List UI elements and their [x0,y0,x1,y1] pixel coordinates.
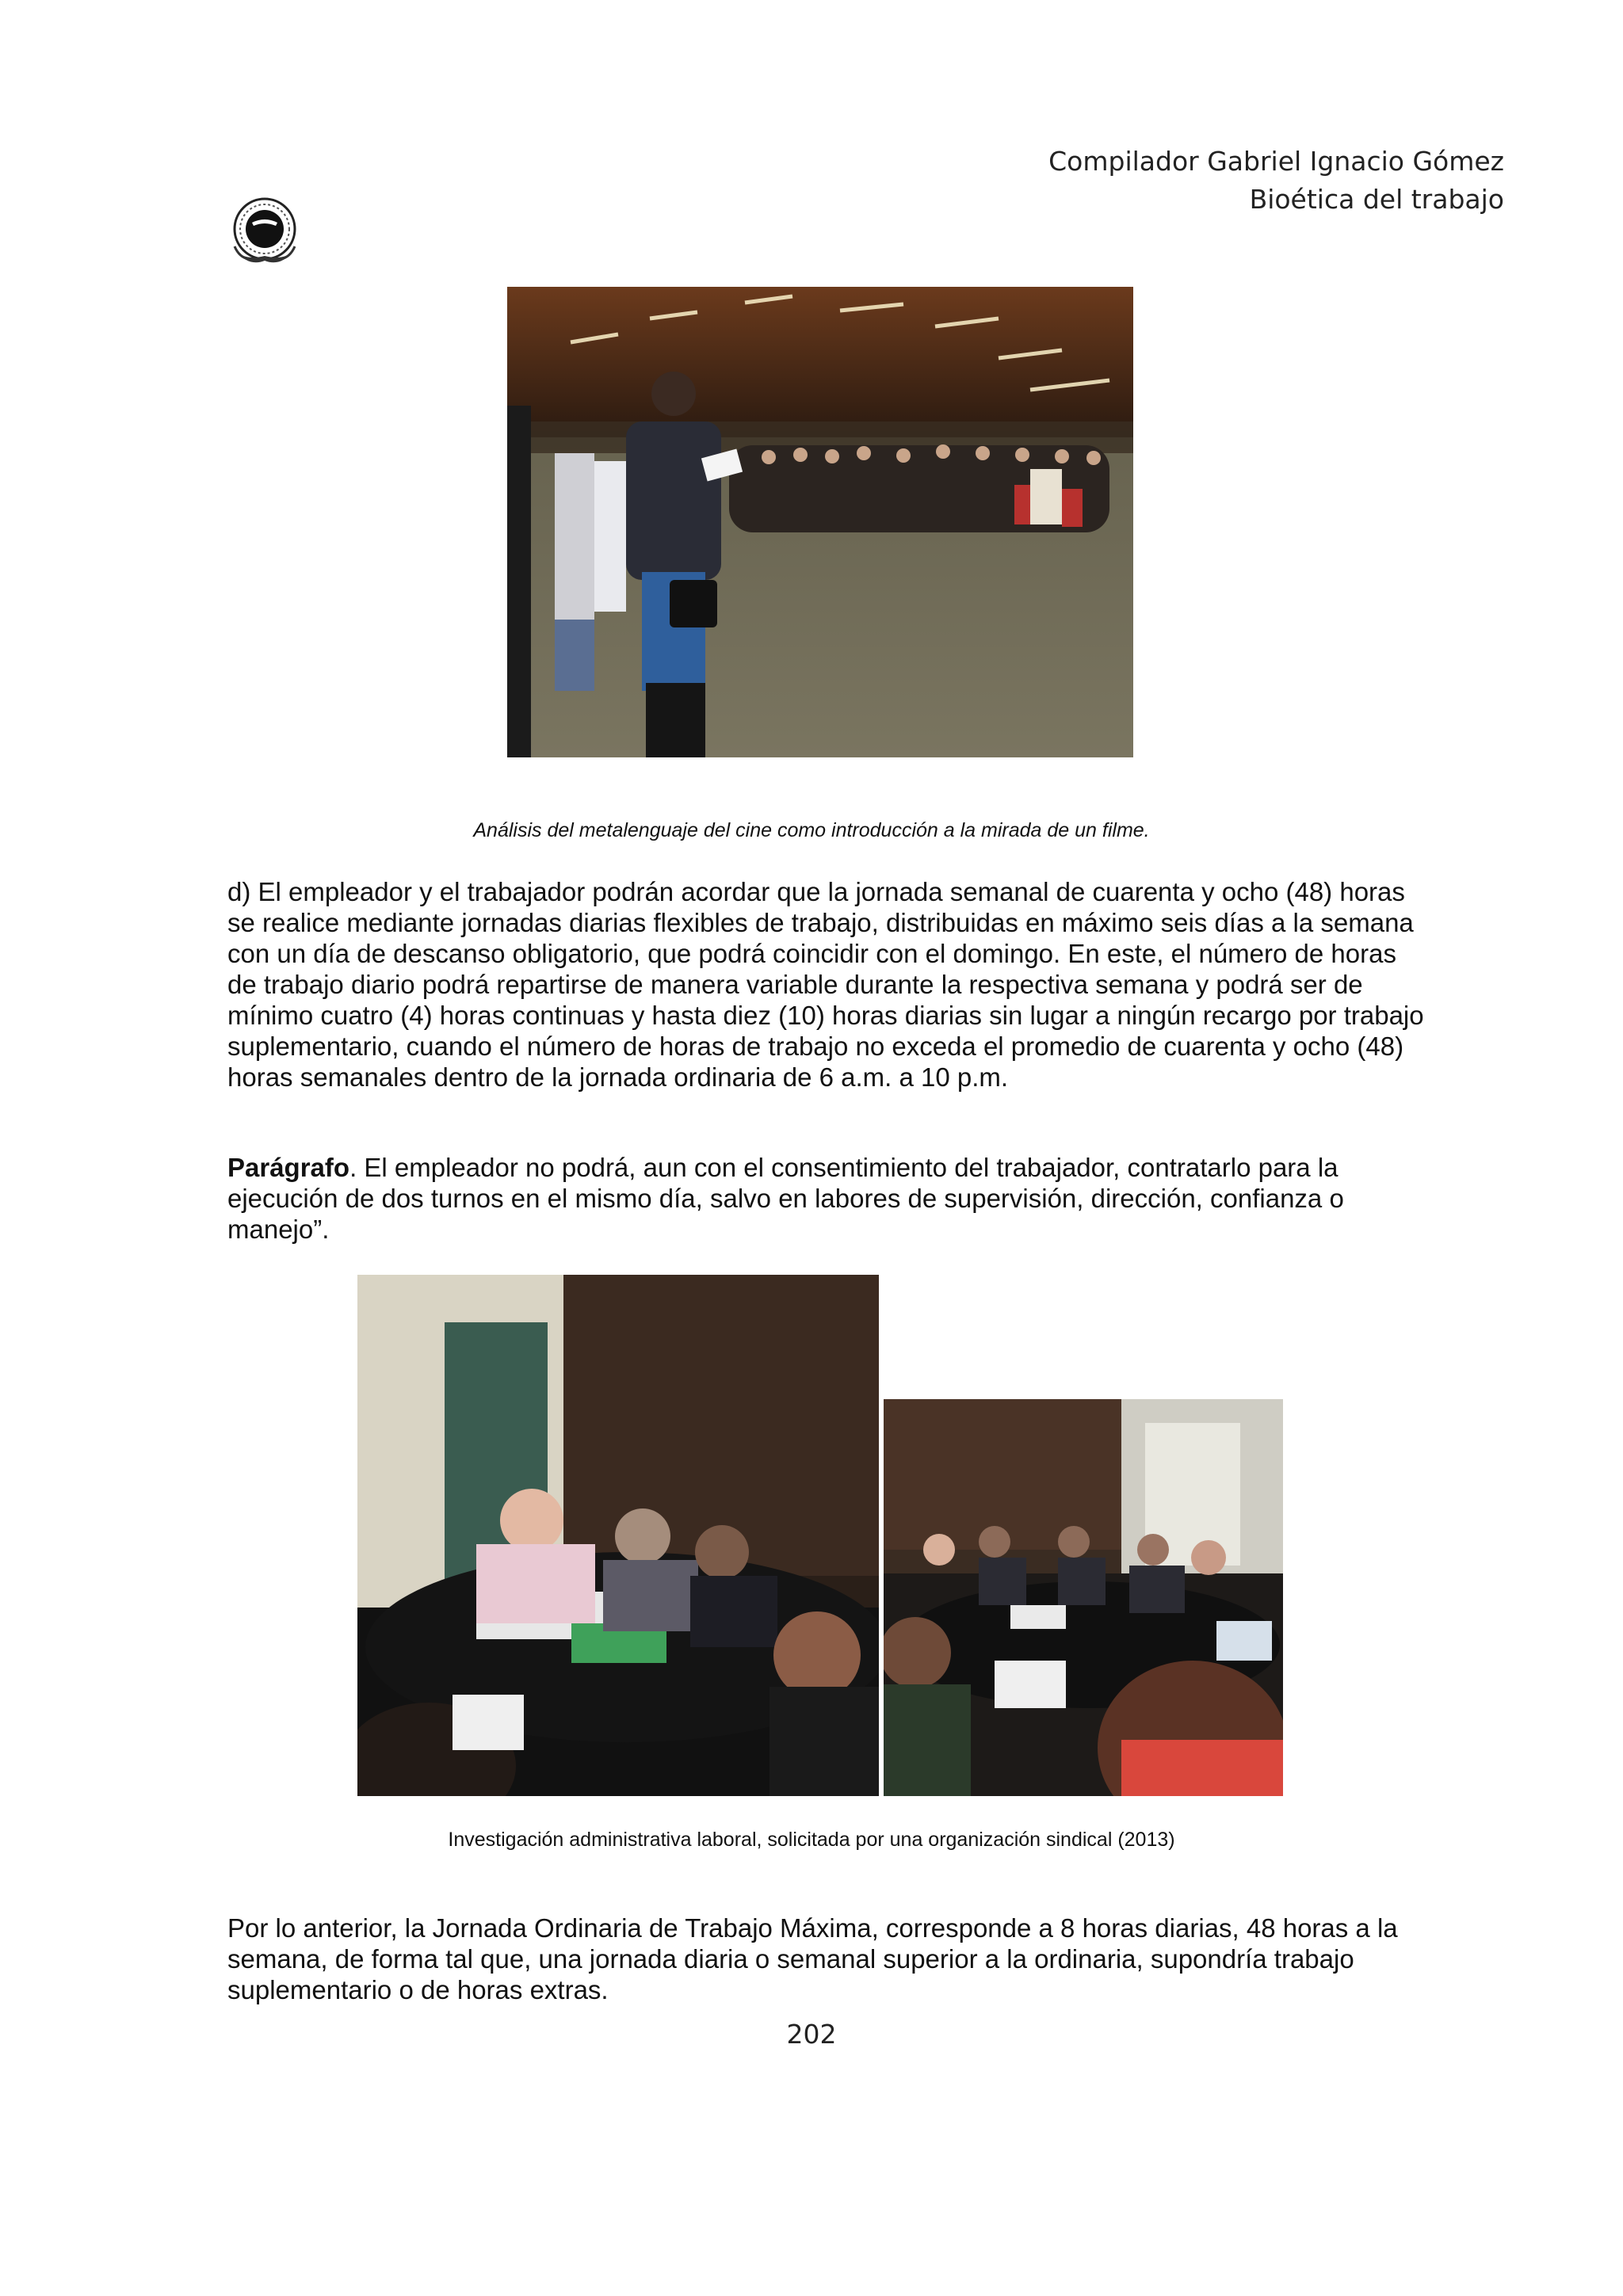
paragraph-conclusion: Por lo anterior, la Jornada Ordinaria de Trabajo Máxima, corresponde a 8 horas diarias, 48 horas a la semana, de forma tal que, una jornada diaria o semanal superior a la ordinaria, supondría trabajo suplementario o de horas extras. [227,1913,1398,2004]
header-author: Compilador Gabriel Ignacio Gómez [1048,146,1504,177]
institution-seal-icon [228,194,301,273]
figure-caption-2: Investigación administrativa laboral, solicitada por una organización sindical (2013) [448,1829,1175,1851]
paragraph-d: d) El empleador y el trabajador podrán acordar que la jornada semanal de cuarenta y ocho (48) horas se realice mediante jornadas diarias flexibles de trabajo, distribuidas en máximo seis días a la semana con un día de descanso obligatorio, que podrá coincidir con el domingo. En este, el número de horas de trabajo diario podrá repartirse de manera variable durante la respectiva semana y podrá ser de mínimo cuatro (4) horas continuas y hasta diez (10) horas diarias sin lugar a ningún recargo por trabajo suplementario, cuando el número de horas de trabajo no exceda el promedio de cuarenta y ocho (48) horas semanales dentro de la jornada ordinaria de 6 a.m. a 10 p.m. [227,877,1424,1092]
figure-caption-1: Análisis del metalenguaje del cine como introducción a la mirada de un filme. [473,819,1150,841]
auditorium-photo [507,287,1133,757]
running-header [1048,143,1504,219]
paragrafo-text: . El empleador no podrá, aun con el consentimiento del trabajador, contratarlo para la ejecución de dos turnos en el mismo día, salvo en labores de supervisión, dirección, confianza o manejo”. [227,1153,1344,1244]
header-title: Bioética del trabajo [1249,184,1504,215]
meeting-photo-right [884,1399,1283,1796]
paragraph-paragrafo [227,1152,1432,1245]
paragrafo-label: Parágrafo [227,1153,350,1182]
meeting-photo-left [357,1275,879,1796]
page-number: 202 [786,2019,837,2050]
